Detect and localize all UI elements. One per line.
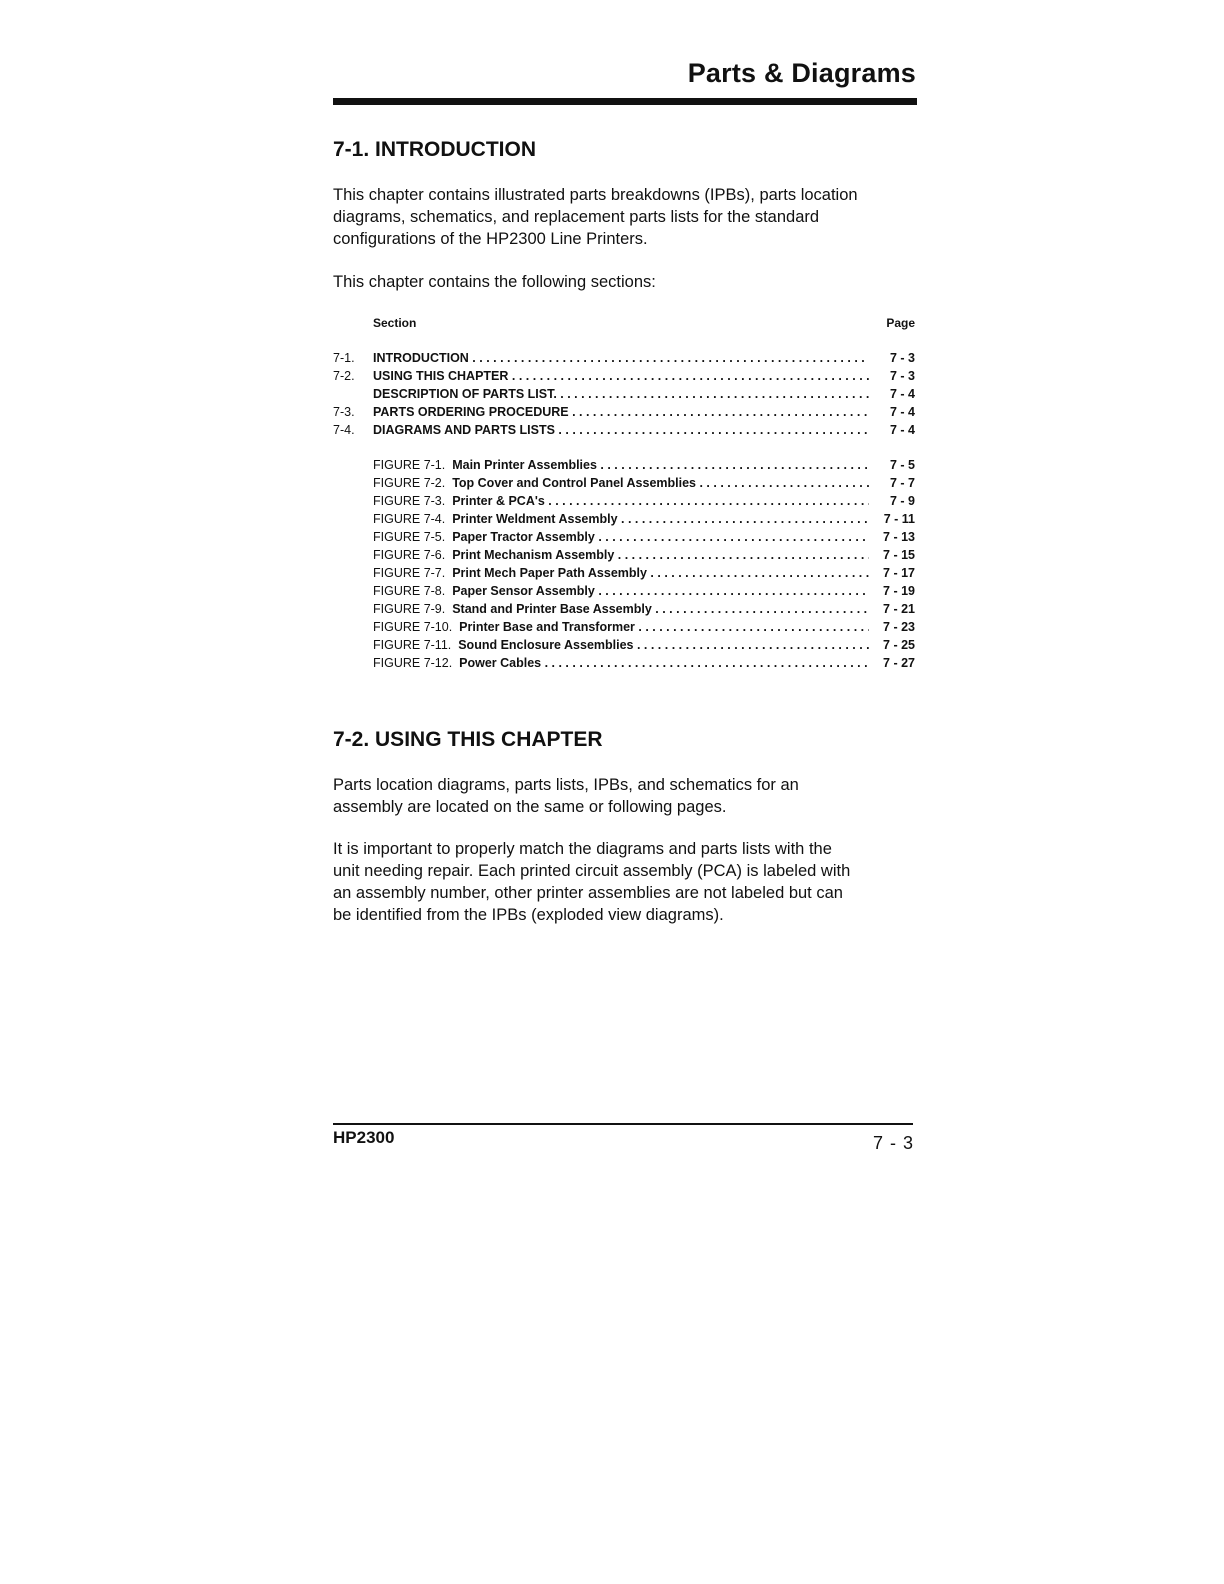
toc-figure-row[interactable] [333,547,917,565]
toc-page-number: 7 - 4 [889,423,915,437]
toc-figure-title: Printer Base and Transformer [459,620,635,634]
toc-figure-row[interactable] [333,457,917,475]
toc-row[interactable] [333,421,917,439]
toc-figure-entry [373,583,869,601]
toc-figure-row[interactable] [333,619,917,637]
sections-intro-paragraph [333,271,923,293]
toc-figure-label: FIGURE 7-4. [373,512,446,526]
using-chapter-line: unit needing repair. Each printed circuit assembly (PCA) is labeled with [333,862,851,880]
toc-section-list [333,349,917,439]
toc-figure-title: Main Printer Assemblies [452,458,597,472]
toc-page-number: 7 - 13 [883,530,915,544]
toc-figure-entry [373,655,869,673]
toc-page-number: 7 - 11 [883,512,915,526]
toc-figure-label: FIGURE 7-2. [373,476,446,490]
toc-figure-entry [373,493,869,511]
toc-figure-entry [373,475,869,493]
toc-figure-row[interactable] [333,637,917,655]
intro-paragraph-line: diagrams, schematics, and replacement parts lists for the standard [333,208,820,226]
toc-figure-label: FIGURE 7-7. [373,566,446,580]
using-chapter-paragraph-1 [333,774,923,818]
toc-page-number: 7 - 7 [889,476,915,490]
using-chapter-paragraph-2 [333,838,923,926]
footer-product-name: HP2300 [333,1128,395,1147]
toc-row[interactable] [333,385,917,403]
toc-figure-row[interactable] [333,511,917,529]
footer-page-number: 7 - 3 [872,1133,914,1153]
toc-figure-title: Top Cover and Control Panel Assemblies [452,476,697,490]
toc-figure-label: FIGURE 7-12. [373,656,453,670]
toc-header [333,316,917,334]
toc-section-number: 7-2. [333,369,355,383]
toc-section-number: 7-1. [333,351,355,365]
toc-page-number: 7 - 4 [889,387,915,401]
toc-section-title: DIAGRAMS AND PARTS LISTS . . . [373,421,869,439]
toc-row[interactable] [333,403,917,421]
toc-figure-entry [373,637,869,655]
toc-figure-row[interactable] [333,529,917,547]
toc-section-title: INTRODUCTION . . . [373,349,869,367]
toc-figure-row[interactable] [333,565,917,583]
toc-row[interactable] [333,367,917,385]
toc-figure-title: Paper Tractor Assembly [452,530,595,544]
toc-figure-label: FIGURE 7-9. [373,602,446,616]
toc-figure-list [333,457,917,673]
page-header-title: Parts & Diagrams [687,58,916,88]
toc-figure-title: Print Mechanism Assembly [452,548,615,562]
toc-figure-entry [373,565,869,583]
intro-paragraph [333,184,923,250]
toc-page-number: 7 - 15 [883,548,915,562]
toc-figure-label: FIGURE 7-6. [373,548,446,562]
toc-figure-row[interactable] [333,601,917,619]
intro-paragraph-line: This chapter contains illustrated parts breakdowns (IPBs), parts location [333,186,858,204]
toc-page-number: 7 - 23 [883,620,915,634]
toc-figure-label: FIGURE 7-8. [373,584,446,598]
toc-page-number: 7 - 5 [889,458,915,472]
toc-figure-row[interactable] [333,655,917,673]
toc-figure-entry [373,547,869,565]
toc-figure-label: FIGURE 7-10. [373,620,453,634]
toc-figure-entry [373,511,869,529]
using-chapter-line: an assembly number, other printer assemblies are not labeled but can [333,884,843,902]
toc-figure-label: FIGURE 7-1. [373,458,446,472]
toc-section-number: 7-4. [333,423,355,437]
header-rule [333,98,917,105]
toc-row[interactable] [333,349,917,367]
toc-page-number: 7 - 9 [889,494,915,508]
toc-figure-title: Print Mech Paper Path Assembly [452,566,647,580]
toc-page-number: 7 - 27 [883,656,915,670]
toc-figure-entry [373,601,869,619]
toc-figure-row[interactable] [333,475,917,493]
using-chapter-line: It is important to properly match the diagrams and parts lists with the [333,840,832,858]
toc-page-number: 7 - 17 [883,566,915,580]
toc-col-page: Page [886,316,915,330]
toc-figure-row[interactable] [333,493,917,511]
section-heading-introduction: 7-1. INTRODUCTION [333,138,537,161]
toc-figure-entry [373,529,869,547]
toc-section-title: PARTS ORDERING PROCEDURE . . . [373,403,869,421]
toc-figure-label: FIGURE 7-3. [373,494,446,508]
toc-figure-row[interactable] [333,583,917,601]
toc-figure-label: FIGURE 7-5. [373,530,446,544]
using-chapter-line: assembly are located on the same or following pages. [333,798,727,816]
toc-figure-title: Printer Weldment Assembly [452,512,618,526]
toc-page-number: 7 - 19 [883,584,915,598]
sections-intro-line: This chapter contains the following sections: [333,273,656,291]
toc-page-number: 7 - 3 [889,351,915,365]
toc-page-number: 7 - 21 [883,602,915,616]
toc-figure-title: Sound Enclosure Assemblies [458,638,634,652]
toc-page-number: 7 - 3 [889,369,915,383]
toc-col-section: Section [373,316,417,330]
toc-figure-entry [373,619,869,637]
toc-section-number: 7-3. [333,405,355,419]
footer-rule [333,1123,913,1125]
intro-paragraph-line: configurations of the HP2300 Line Printers. [333,230,648,248]
toc-figure-title: Paper Sensor Assembly [452,584,595,598]
toc-page-number: 7 - 4 [889,405,915,419]
section-heading-using-this-chapter: 7-2. USING THIS CHAPTER [333,728,603,751]
toc-figure-label: FIGURE 7-11. [373,638,452,652]
toc-figure-title: Stand and Printer Base Assembly [452,602,652,616]
toc-page-number: 7 - 25 [883,638,915,652]
toc-section-title: USING THIS CHAPTER . . . [373,367,869,385]
using-chapter-line: Parts location diagrams, parts lists, IPBs, and schematics for an [333,776,799,794]
using-chapter-line: be identified from the IPBs (exploded view diagrams). [333,906,724,924]
toc-figure-title: Printer & PCA's [452,494,545,508]
toc-figure-entry [373,457,869,475]
toc-figure-title: Power Cables [459,656,542,670]
toc-section-title: DESCRIPTION OF PARTS LIST. . . . [373,385,869,403]
